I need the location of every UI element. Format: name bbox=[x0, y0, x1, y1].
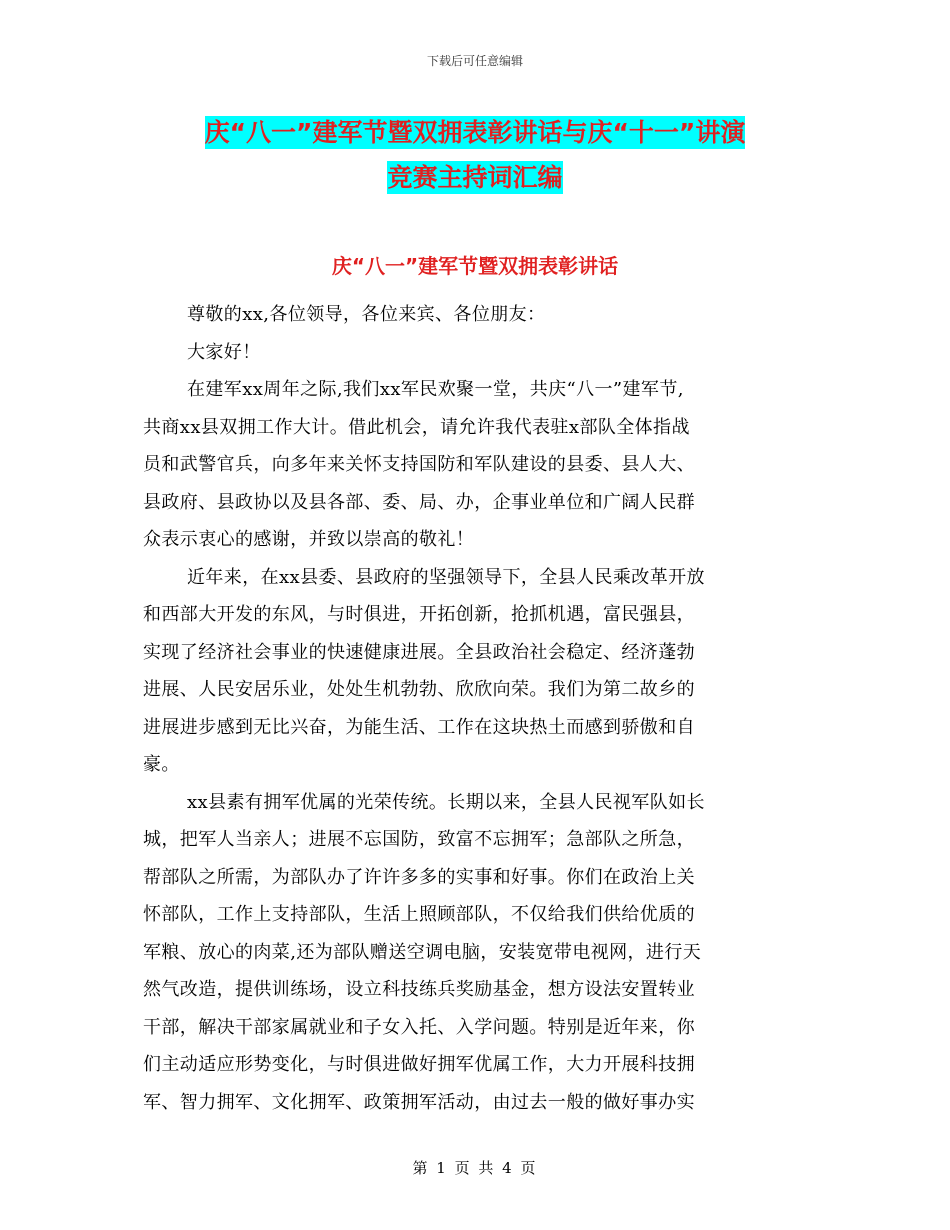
body-line: 进展进步感到无比兴奋，为能生活、工作在这块热土而感到骄傲和自 bbox=[143, 716, 695, 738]
body-line: 帮部队之所需，为部队办了许许多多的实事和好事。你们在政治上关 bbox=[143, 866, 695, 888]
body-line: 在建军xx周年之际,我们xx军民欢聚一堂，共庆“八一”建军节, bbox=[187, 379, 684, 400]
body-line: 近年来，在xx县委、县政府的坚强领导下，全县人民乘改革开放 bbox=[187, 566, 705, 588]
body-line: 们主动适应形势变化，与时俱进做好拥军优属工作，大力开展科技拥 bbox=[143, 1054, 695, 1075]
body-line: 众表示衷心的感谢，并致以崇高的敬礼！ bbox=[143, 529, 475, 550]
body-line: 军、智力拥军、文化拥军、政策拥军活动，由过去一般的做好事办实 bbox=[143, 1091, 695, 1113]
document-title-line-1 bbox=[0, 113, 950, 149]
header-note: 下载后可任意编辑 bbox=[426, 54, 523, 68]
body-line: xx县素有拥军优属的光荣传统。长期以来，全县人民视军队如长 bbox=[187, 791, 705, 813]
document-title-line-2-text: 竞赛主持词汇编 bbox=[387, 163, 563, 192]
body-line: 员和武警官兵，向多年来关怀支持国防和军队建设的县委、县人大、 bbox=[143, 454, 695, 475]
body-line: 尊敬的xx,各位领导，各位来宾、各位朋友： bbox=[187, 304, 546, 325]
section-title: 庆“八一”建军节暨双拥表彰讲话 bbox=[331, 254, 619, 278]
body-line: 大家好！ bbox=[187, 341, 261, 363]
body-line: 城，把军人当亲人；进展不忘国防，致富不忘拥军；急部队之所急， bbox=[143, 829, 695, 850]
body-text bbox=[143, 296, 813, 1121]
page-footer: 第 1 页 共 4 页 bbox=[412, 1159, 538, 1177]
body-line: 实现了经济社会事业的快速健康进展。全县政治社会稳定、经济蓬勃 bbox=[143, 641, 695, 663]
body-line: 然气改造，提供训练场，设立科技练兵奖励基金，想方设法安置转业 bbox=[143, 979, 695, 1000]
body-line: 县政府、县政协以及县各部、委、局、办，企事业单位和广阔人民群 bbox=[143, 491, 695, 513]
body-line: 军粮、放心的肉菜,还为部队赠送空调电脑，安装宽带电视网，进行天 bbox=[143, 941, 702, 963]
body-line: 豪。 bbox=[143, 754, 180, 775]
body-line: 和西部大开发的东风，与时俱进，开拓创新，抢抓机遇，富民强县， bbox=[143, 604, 695, 625]
body-line: 进展、人民安居乐业，处处生机勃勃、欣欣向荣。我们为第二故乡的 bbox=[143, 679, 695, 700]
body-line: 怀部队，工作上支持部队，生活上照顾部队，不仅给我们供给优质的 bbox=[143, 904, 695, 925]
body-line: 干部，解决干部家属就业和子女入托、入学问题。特别是近年来，你 bbox=[143, 1016, 695, 1038]
document-title-line-1-text: 庆“八一”建军节暨双拥表彰讲话与庆“十一”讲演 bbox=[204, 118, 746, 147]
document-title-line-2 bbox=[0, 158, 950, 194]
body-line: 共商xx县双拥工作大计。借此机会，请允许我代表驻x部队全体指战 bbox=[143, 416, 690, 438]
